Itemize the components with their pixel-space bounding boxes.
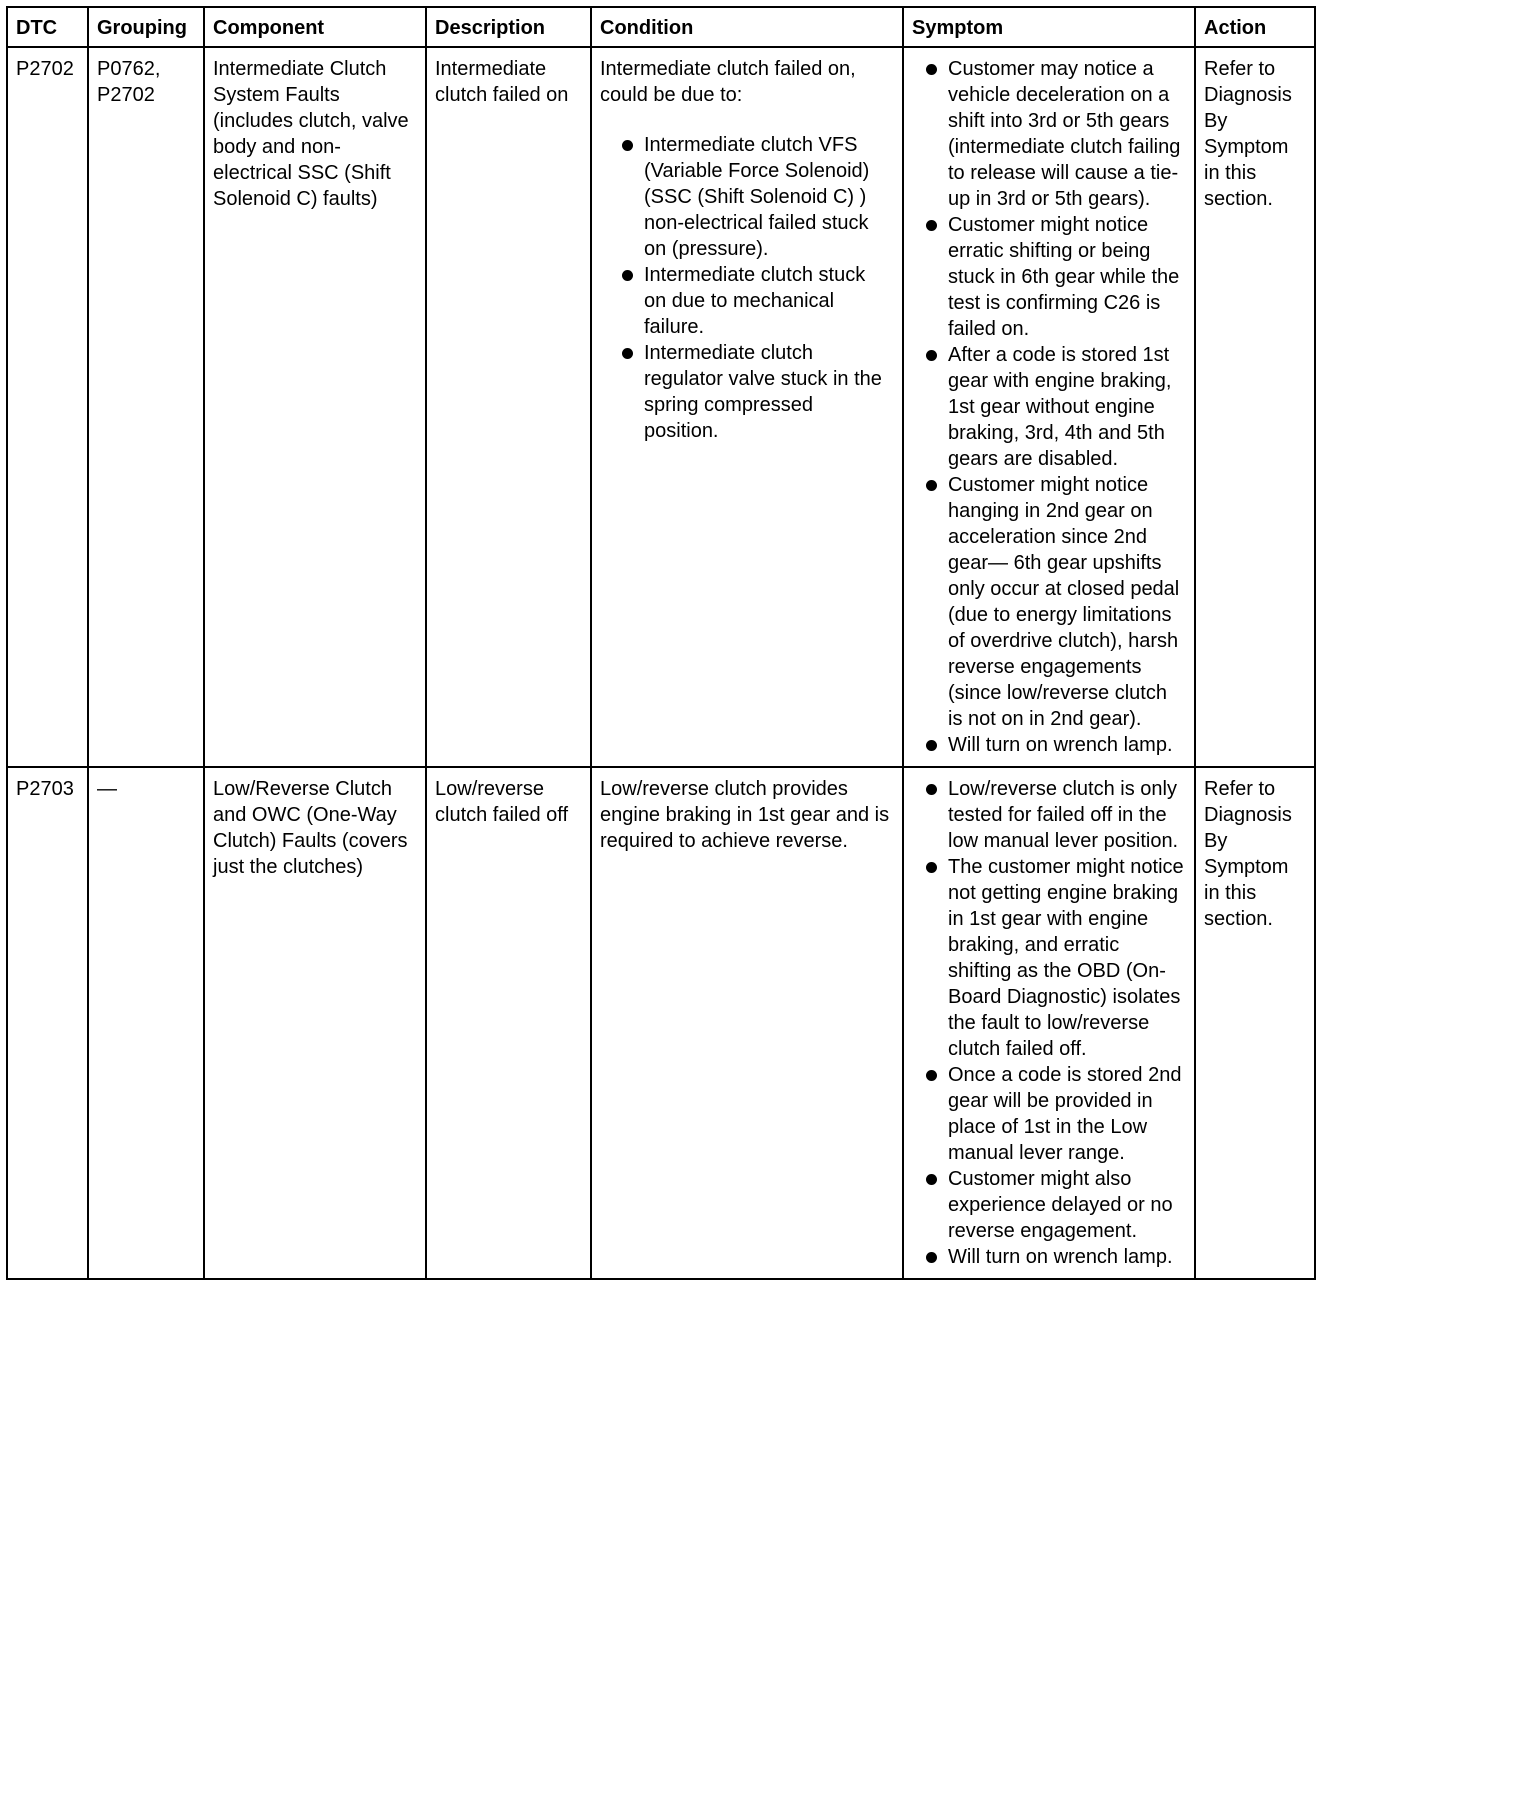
grouping-codes: — [88, 767, 204, 1279]
condition-cell [591, 767, 903, 1279]
header-action: Action [1195, 7, 1315, 47]
table-header-row [7, 7, 1315, 47]
symptom-item: Customer may notice a vehicle deceleration on a shift into 3rd or 5th gears (intermediate clutch failing to release will cause a tie-up in 3rd or 5th gears). [912, 56, 1186, 212]
grouping-codes: P0762, P2702 [88, 47, 204, 767]
condition-item: Intermediate clutch VFS (Variable Force Solenoid) (SSC (Shift Solenoid C) ) non-electrical failed stuck on (pressure). [608, 132, 892, 262]
table-row [7, 767, 1315, 1279]
condition-intro: Low/reverse clutch provides engine braking in 1st gear and is required to achieve reverse. [600, 778, 890, 852]
dtc-table-page [6, 6, 1314, 1280]
symptom-item: After a code is stored 1st gear with engine braking, 1st gear without engine braking, 3rd, 4th and 5th gears are disabled. [912, 342, 1186, 472]
dtc-code: P2702 [7, 47, 88, 767]
condition-item: Intermediate clutch regulator valve stuck in the spring compressed position. [608, 340, 892, 444]
table-row [7, 47, 1315, 767]
condition-item: Intermediate clutch stuck on due to mechanical failure. [608, 262, 892, 340]
symptom-item: Will turn on wrench lamp. [912, 1244, 1186, 1270]
header-component: Component [204, 7, 426, 47]
description-text: Intermediate clutch failed on [426, 47, 591, 767]
header-dtc: DTC [7, 7, 88, 47]
symptom-item: Low/reverse clutch is only tested for failed off in the low manual lever position. [912, 776, 1186, 854]
description-text: Low/reverse clutch failed off [426, 767, 591, 1279]
action-text: Refer to Diagnosis By Symptom in this section. [1195, 47, 1315, 767]
symptom-item: Will turn on wrench lamp. [912, 732, 1186, 758]
header-symptom: Symptom [903, 7, 1195, 47]
dtc-code: P2703 [7, 767, 88, 1279]
symptom-item: Customer might notice erratic shifting or being stuck in 6th gear while the test is confirming C26 is failed on. [912, 212, 1186, 342]
symptom-item: The customer might notice not getting engine braking in 1st gear with engine braking, and erratic shifting as the OBD (On-Board Diagnostic) isolates the fault to low/reverse clutch failed off. [912, 854, 1186, 1062]
symptom-cell [903, 767, 1195, 1279]
symptom-cell [903, 47, 1195, 767]
header-condition: Condition [591, 7, 903, 47]
component-text: Intermediate Clutch System Faults (includes clutch, valve body and non-electrical SSC (Shift Solenoid C) faults) [204, 47, 426, 767]
condition-intro: Intermediate clutch failed on, could be due to: [600, 58, 856, 106]
header-description: Description [426, 7, 591, 47]
header-grouping: Grouping [88, 7, 204, 47]
symptom-list [912, 56, 1186, 758]
action-text: Refer to Diagnosis By Symptom in this section. [1195, 767, 1315, 1279]
condition-cell [591, 47, 903, 767]
symptom-item: Customer might also experience delayed or no reverse engagement. [912, 1166, 1186, 1244]
symptom-item: Customer might notice hanging in 2nd gear on acceleration since 2nd gear— 6th gear upshifts only occur at closed pedal (due to energy limitations of overdrive clutch), harsh reverse engagements (since low/reverse clutch is not on in 2nd gear). [912, 472, 1186, 732]
symptom-list [912, 776, 1186, 1270]
symptom-item: Once a code is stored 2nd gear will be provided in place of 1st in the Low manual lever range. [912, 1062, 1186, 1166]
dtc-table [6, 6, 1316, 1280]
component-text: Low/Reverse Clutch and OWC (One-Way Clutch) Faults (covers just the clutches) [204, 767, 426, 1279]
condition-list [600, 132, 892, 444]
